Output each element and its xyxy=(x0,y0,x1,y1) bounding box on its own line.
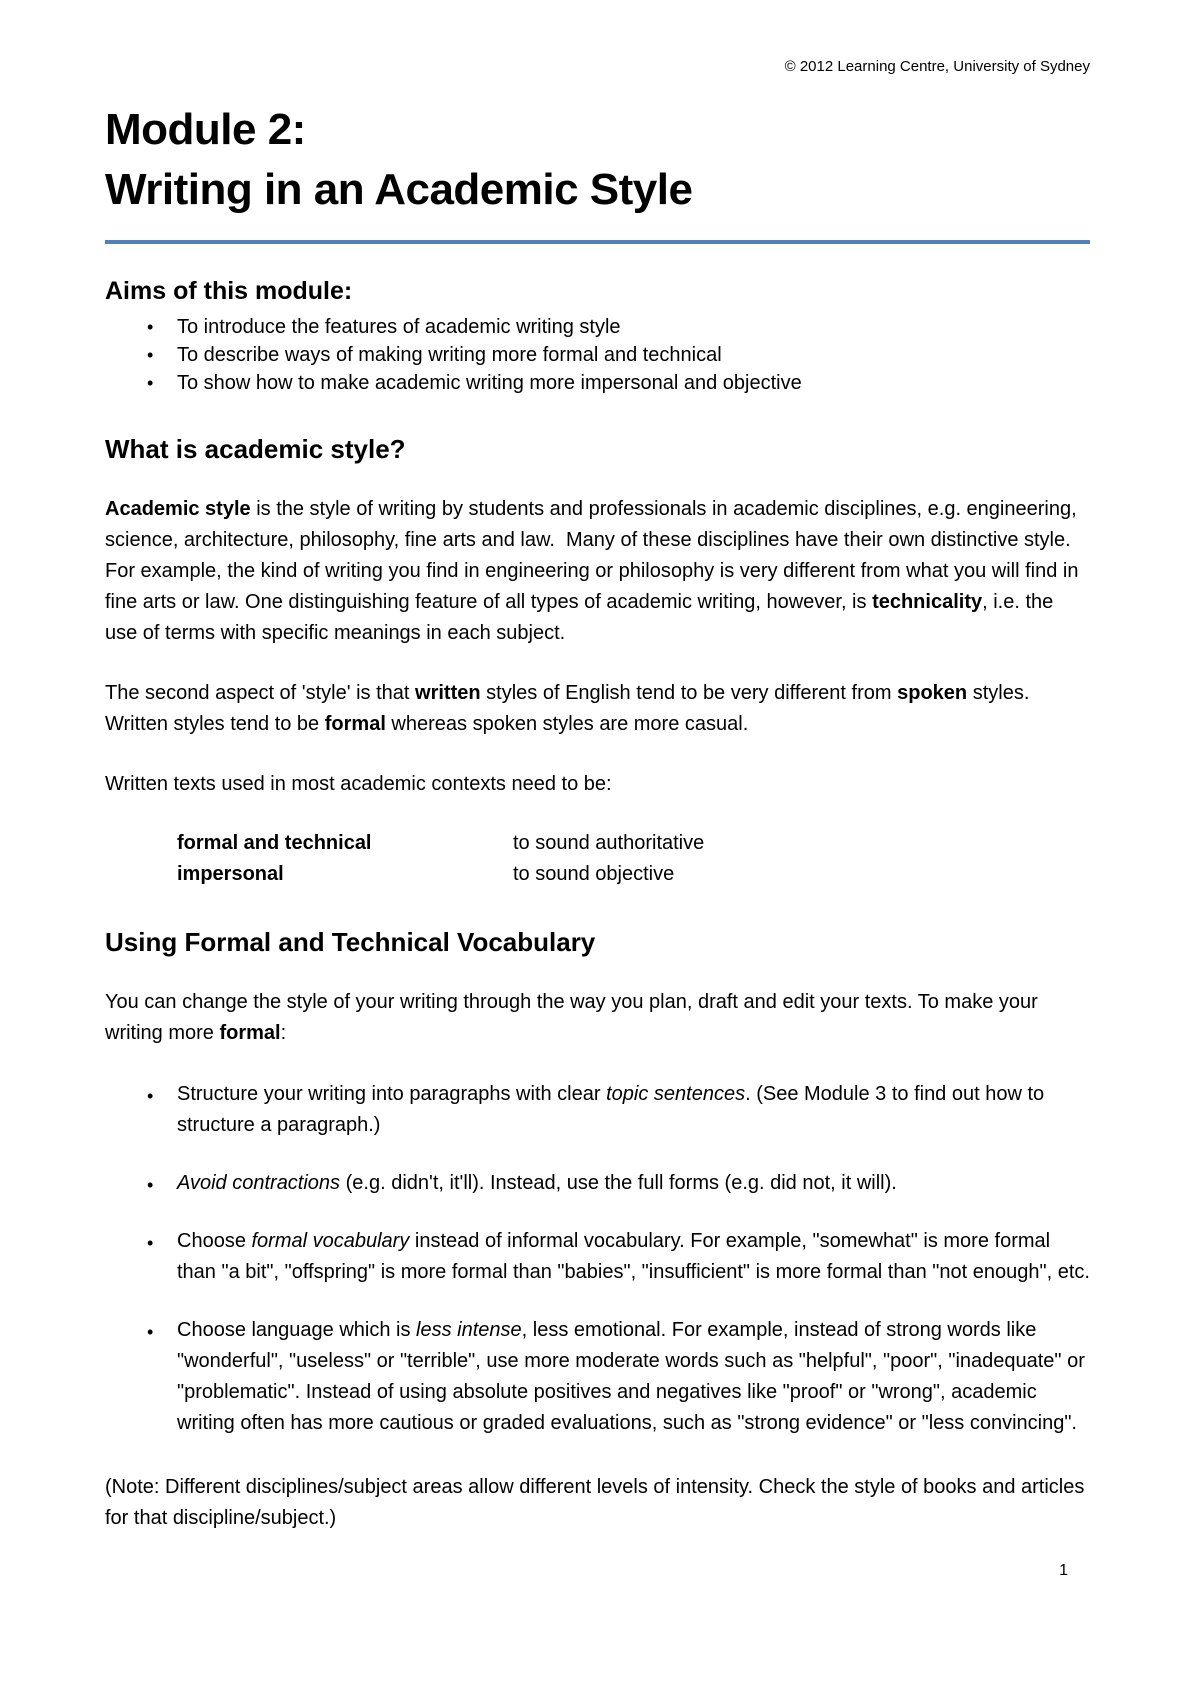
bullet-icon: • xyxy=(147,1233,154,1253)
list-item xyxy=(105,341,1090,369)
page-number: 1 xyxy=(1059,1562,1068,1579)
formal-writing-tips-list xyxy=(105,1079,1090,1439)
paragraph-written-vs-spoken: The second aspect of 'style' is that written styles of English tend to be very different from spoken styles. Written styles tend to be formal whereas spoken styles are more casual. xyxy=(105,682,1035,735)
page-title xyxy=(105,100,1090,220)
list-item xyxy=(105,1079,1090,1141)
style-requirements-table xyxy=(105,828,1090,890)
table-row xyxy=(105,828,1090,859)
page-title-line1: Module 2: xyxy=(105,105,306,154)
table-row xyxy=(105,859,1090,890)
page-title-line2: Writing in an Academic Style xyxy=(105,165,693,214)
list-item xyxy=(105,1168,1090,1199)
bullet-icon: • xyxy=(147,373,154,393)
section-heading-what-is-academic-style: What is academic style? xyxy=(105,434,406,464)
list-item-text: To introduce the features of academic writing style xyxy=(177,316,621,338)
bullet-icon: • xyxy=(147,1322,154,1342)
aims-heading: Aims of this module: xyxy=(105,277,353,305)
title-divider xyxy=(105,240,1090,244)
copyright-notice: © 2012 Learning Centre, University of Sydney xyxy=(784,58,1090,75)
list-item-text: To show how to make academic writing more impersonal and objective xyxy=(177,372,802,394)
list-item-text: Avoid contractions (e.g. didn't, it'll). Instead, use the full forms (e.g. did not, it will). xyxy=(177,1172,897,1194)
bullet-icon: • xyxy=(147,1175,154,1195)
paragraph-written-texts-intro: Written texts used in most academic contexts need to be: xyxy=(105,773,612,795)
aims-list xyxy=(105,313,1090,397)
paragraph-note: (Note: Different disciplines/subject areas allow different levels of intensity. Check the style of books and articles for that discipline/subject.) xyxy=(105,1476,1085,1529)
list-item xyxy=(105,313,1090,341)
table-term: impersonal xyxy=(177,863,284,885)
bullet-icon: • xyxy=(147,317,154,337)
paragraph-academic-style: Academic style is the style of writing by students and professionals in academic disciplines, e.g. engineering, science, architecture, philosophy, fine arts and law. Many of these disciplines have their own distinctive style. For example, the kind of writing you find in engineering or philosophy is very different from what you will find in fine arts or law. One distinguishing feature of all types of academic writing, however, is technicality, i.e. the use of terms with specific meanings in each subject. xyxy=(105,498,1079,644)
list-item-text: Structure your writing into paragraphs with clear topic sentences. (See Module 3 to find out how to structure a paragraph.) xyxy=(177,1083,1045,1136)
section-heading-using-formal-vocabulary: Using Formal and Technical Vocabulary xyxy=(105,927,596,957)
bullet-icon: • xyxy=(147,345,154,365)
table-term: formal and technical xyxy=(177,832,372,854)
paragraph-change-style-intro: You can change the style of your writing through the way you plan, draft and edit your texts. To make your writing more formal: xyxy=(105,991,1038,1044)
list-item xyxy=(105,369,1090,397)
list-item xyxy=(105,1226,1090,1288)
list-item xyxy=(105,1315,1090,1439)
list-item-text: Choose formal vocabulary instead of informal vocabulary. For example, "somewhat" is more formal than "a bit", "offspring" is more formal than "babies", "insufficient" is more formal than "not enough", etc. xyxy=(177,1230,1090,1283)
bullet-icon: • xyxy=(147,1086,154,1106)
list-item-text: Choose language which is less intense, less emotional. For example, instead of strong words like "wonderful", "useless" or "terrible", use more moderate words such as "helpful", "poor", "inadequate" or "problematic". Instead of using absolute positives and negatives like "proof" or "wrong", academic writing often has more cautious or graded evaluations, such as "strong evidence" or "less convincing". xyxy=(177,1319,1085,1434)
list-item-text: To describe ways of making writing more formal and technical xyxy=(177,344,722,366)
table-purpose: to sound authoritative xyxy=(513,832,705,854)
table-purpose: to sound objective xyxy=(513,863,675,885)
